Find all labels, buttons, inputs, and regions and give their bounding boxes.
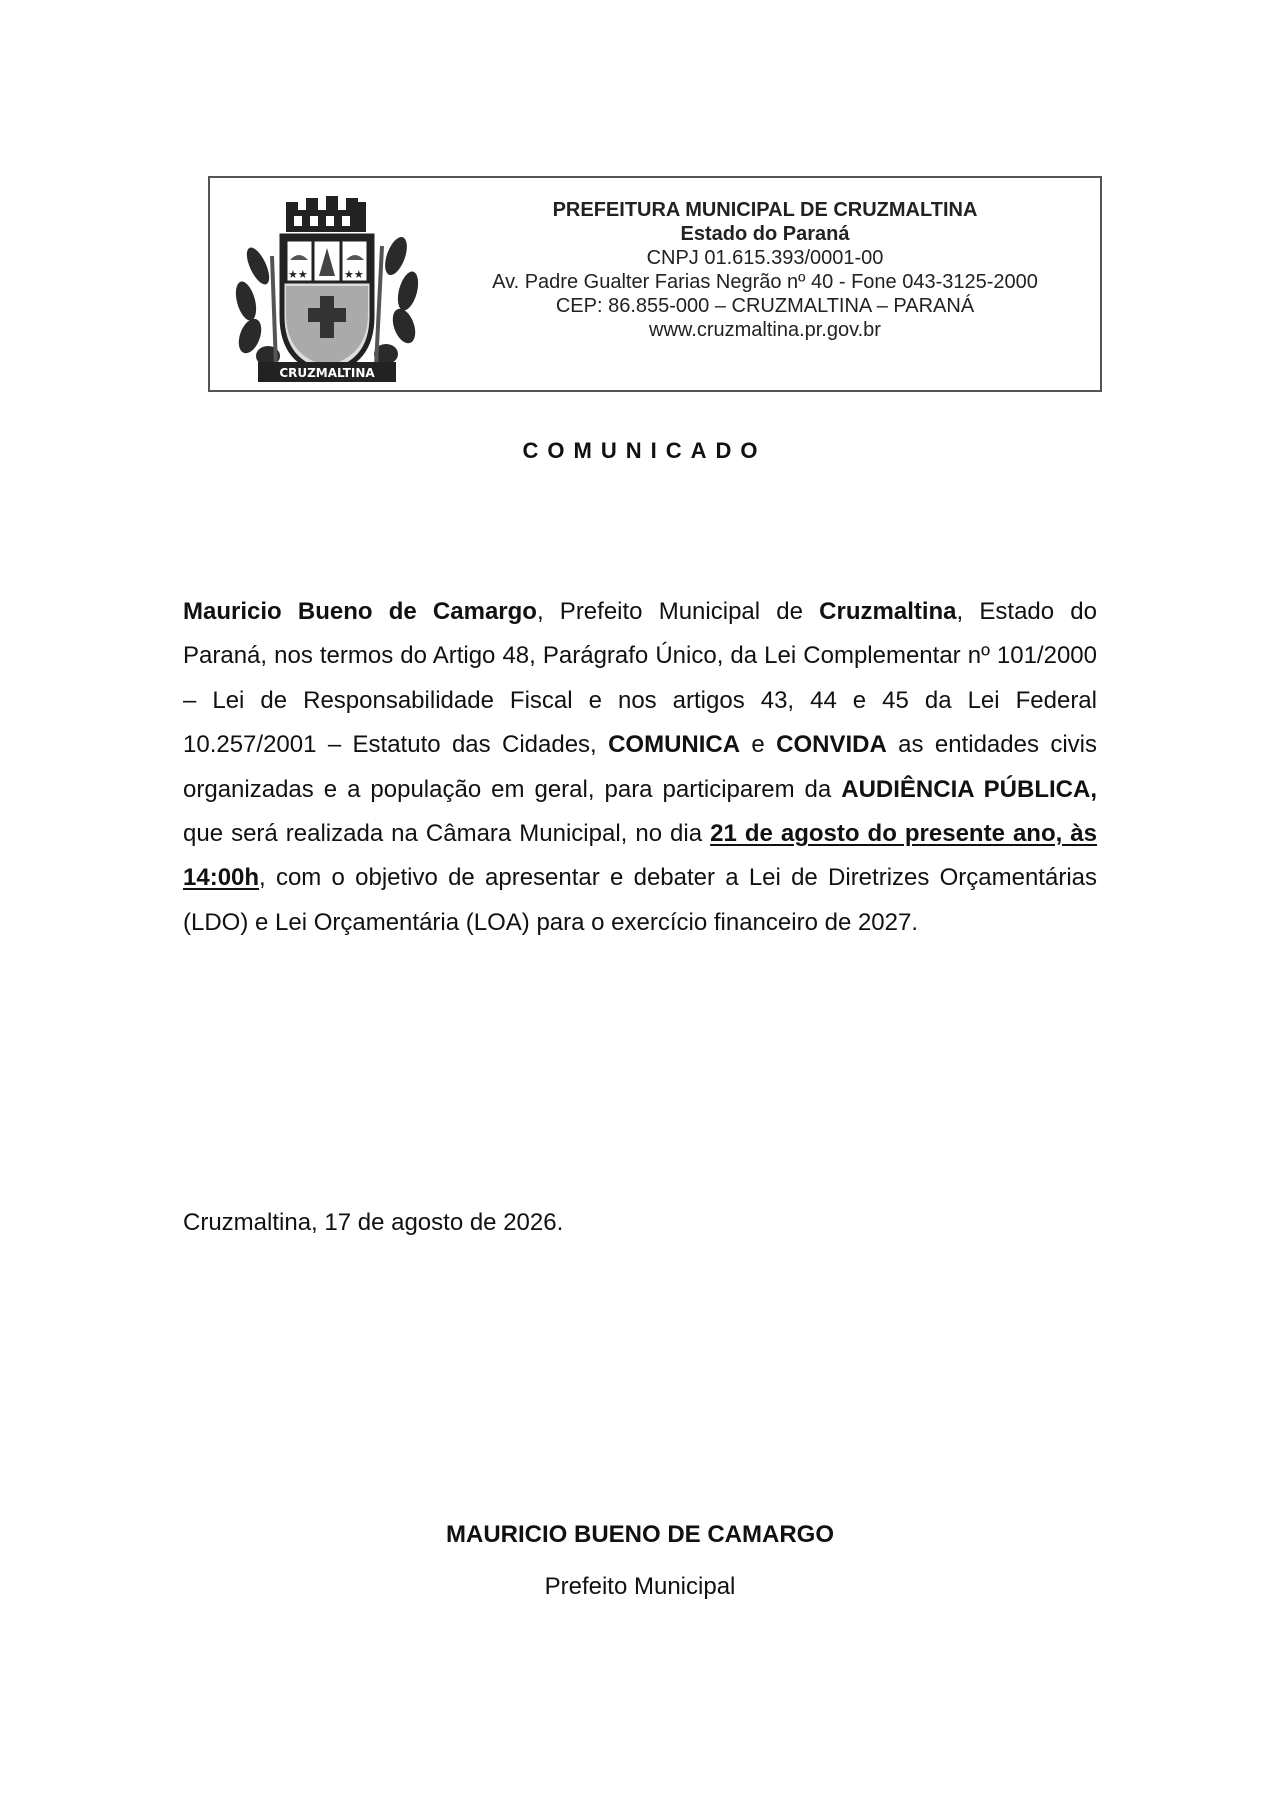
notice-body: Mauricio Bueno de Camargo, Prefeito Municipal de Cruzmaltina, Estado do Paraná, nos termos do Artigo 48, Parágrafo Único, da Lei Complementar nº 101/2000 – Lei de Responsabilidade Fiscal e nos artigos 43, 44 e 45 da Lei Federal 10.257/2001 – Estatuto das Cidades, COMUNICA e CONVIDA as entidades civis organizadas e a população em geral, para participarem da AUDIÊNCIA PÚBLICA, que será realizada na Câmara Municipal, no dia 21 de agosto do presente ano, às 14:00h, com o objetivo de apresentar e debater a Lei de Diretrizes Orçamentárias (LDO) e Lei Orçamentária (LOA) para o exercício financeiro de 2027. xyxy=(183,598,1098,936)
signatory-role: Prefeito Municipal xyxy=(544,1573,736,1600)
svg-text:CRUZMALTINA: CRUZMALTINA xyxy=(279,366,375,380)
svg-text:★★: ★★ xyxy=(344,268,364,281)
city-name: Cruzmaltina xyxy=(819,598,957,625)
document-title: COMUNICADO xyxy=(522,438,767,463)
address-phone: Av. Padre Gualter Farias Negrão nº 40 - Fone 043-3125-2000 xyxy=(492,271,1038,293)
audiencia-publica: AUDIÊNCIA PÚBLICA, xyxy=(841,775,1097,803)
city-hall-name: PREFEITURA MUNICIPAL DE CRUZMALTINA xyxy=(552,199,978,221)
convida-word: CONVIDA xyxy=(776,731,887,759)
cnpj: CNPJ 01.615.393/0001-00 xyxy=(646,247,884,269)
comunica-word: COMUNICA xyxy=(608,731,741,759)
signatory-name: MAURICIO BUENO DE CAMARGO xyxy=(446,1521,834,1548)
state-name: Estado do Paraná xyxy=(680,223,850,245)
svg-text:★★: ★★ xyxy=(288,268,308,281)
dateline: Cruzmaltina, 17 de agosto de 2026. xyxy=(183,1209,564,1236)
website: www.cruzmaltina.pr.gov.br xyxy=(649,319,881,341)
postal-code: CEP: 86.855-000 – CRUZMALTINA – PARANÁ xyxy=(555,295,975,317)
letterhead-text xyxy=(440,198,1090,342)
mayor-name: Mauricio Bueno de Camargo xyxy=(183,598,537,625)
letterhead xyxy=(208,176,1102,392)
coat-of-arms-icon xyxy=(224,196,430,386)
hearing-date-time: 21 de agosto do presente ano, às 14:00h xyxy=(183,820,1097,892)
